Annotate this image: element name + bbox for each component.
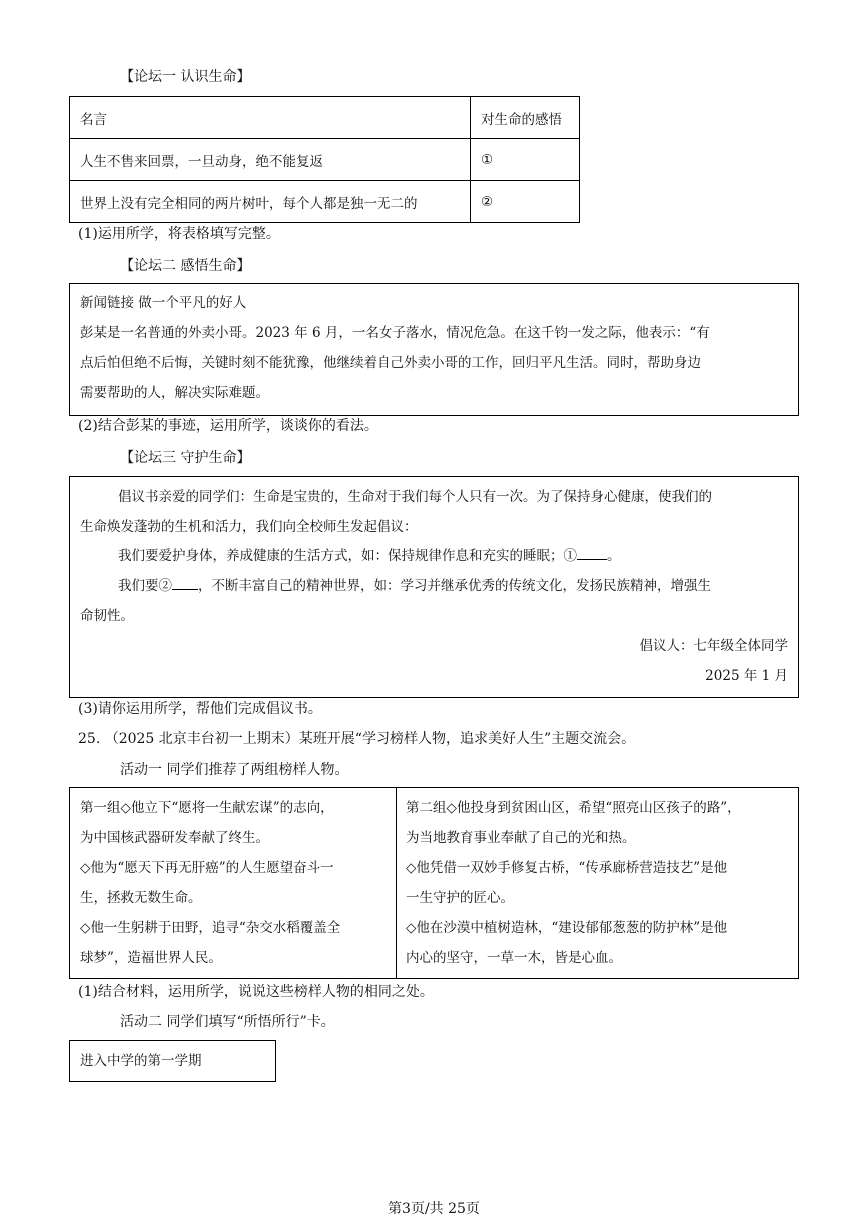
table-cell: ① xyxy=(471,139,580,181)
news-line: 点后怕但绝不后悔，关键时刻不能犹豫，他继续着自己外卖小哥的工作，回归平凡生活。同时，帮助身边 xyxy=(80,355,701,371)
proposal-line: 我们要爱护身体，养成健康的生活方式，如：保持规律作息和充实的睡眠；① 。 xyxy=(118,544,621,564)
proposal-line: 生命焕发蓬勃的生机和活力，我们向全校师生发起倡议： xyxy=(80,519,418,535)
group2-line: ◇他凭借一双妙手修复古桥，“传承廊桥营造技艺”是他 xyxy=(406,860,728,876)
forum1-title: 【论坛一 认识生命】 xyxy=(120,69,251,85)
q25-intro: 25. （2025 北京丰台初一上期末）某班开展“学习榜样人物，追求美好人生”主题交流会。 xyxy=(78,731,636,747)
activity2-title: 活动二 同学们填写“所悟所行”卡。 xyxy=(120,1014,335,1030)
proposal-box xyxy=(69,476,799,698)
group1-line: 生，拯救无数生命。 xyxy=(80,890,202,906)
group1-line: ◇他一生躬耕于田野，追寻“杂交水稻覆盖全 xyxy=(80,920,341,936)
table-cell: ② xyxy=(471,181,580,223)
group1-line: 第一组◇他立下“愿将一生献宏谋”的志向， xyxy=(80,800,334,816)
table-header-insight: 对生命的感悟 xyxy=(471,97,580,139)
table-cell: 人生不售来回票，一旦动身，绝不能复返 xyxy=(70,139,471,181)
page-number: 第3页/共 25页 xyxy=(388,1201,480,1217)
question-3: (3)请你运用所学，帮他们完成倡议书。 xyxy=(78,701,322,717)
blank-2[interactable] xyxy=(172,575,198,590)
signature: 倡议人：七年级全体同学 xyxy=(639,638,788,654)
table-header-quote: 名言 xyxy=(70,97,471,139)
table-row xyxy=(70,97,580,139)
group2-line: 一生守护的匠心。 xyxy=(406,890,514,906)
question-2: (2)结合彭某的事迹，运用所学，谈谈你的看法。 xyxy=(78,418,378,434)
card-box xyxy=(69,1040,276,1082)
table-cell: 世界上没有完全相同的两片树叶，每个人都是独一无二的 xyxy=(70,181,471,223)
column-divider xyxy=(396,788,397,978)
blank-1[interactable] xyxy=(577,545,607,560)
q25-question1: (1)结合材料，运用所学，说说这些榜样人物的相同之处。 xyxy=(78,984,434,1000)
proposal-line: 我们要② ，不断丰富自己的精神世界，如：学习并继承优秀的传统文化，发扬民族精神，增强生 xyxy=(118,574,711,594)
proposal-line: 倡议书亲爱的同学们：生命是宝贵的，生命对于我们每个人只有一次。为了保持身心健康，使我们的 xyxy=(118,489,712,505)
news-line: 需要帮助的人，解决实际难题。 xyxy=(80,385,269,401)
question-1: (1)运用所学，将表格填写完整。 xyxy=(78,226,280,242)
card-title: 进入中学的第一学期 xyxy=(80,1053,202,1069)
group1-line: 球梦”，造福世界人民。 xyxy=(80,950,222,966)
group2-line: 为当地教育事业奉献了自己的光和热。 xyxy=(406,830,636,846)
activity1-title: 活动一 同学们推荐了两组榜样人物。 xyxy=(120,762,349,778)
group1-line: ◇他为“愿天下再无肝癌”的人生愿望奋斗一 xyxy=(80,860,334,876)
forum2-title: 【论坛二 感悟生命】 xyxy=(120,258,251,274)
table-row xyxy=(70,139,580,181)
date: 2025 年 1 月 xyxy=(705,668,788,684)
table-row xyxy=(70,181,580,223)
group1-line: 为中国核武器研发奉献了终生。 xyxy=(80,830,269,846)
group2-line: 第二组◇他投身到贫困山区，希望“照亮山区孩子的路”， xyxy=(406,800,741,816)
group2-line: 内心的坚守，一草一木，皆是心血。 xyxy=(406,950,622,966)
forum1-table xyxy=(69,96,580,223)
role-model-box xyxy=(69,787,799,979)
forum3-title: 【论坛三 守护生命】 xyxy=(120,450,251,466)
news-line: 彭某是一名普通的外卖小哥。2023 年 6 月，一名女子落水，情况危急。在这千钧一发之际，他表示：“有 xyxy=(80,325,710,341)
news-line: 新闻链接 做一个平凡的好人 xyxy=(80,295,247,311)
news-box xyxy=(69,283,799,416)
group2-line: ◇他在沙漠中植树造林，“建设郁郁葱葱的防护林”是他 xyxy=(406,920,728,936)
proposal-line: 命韧性。 xyxy=(80,608,134,624)
